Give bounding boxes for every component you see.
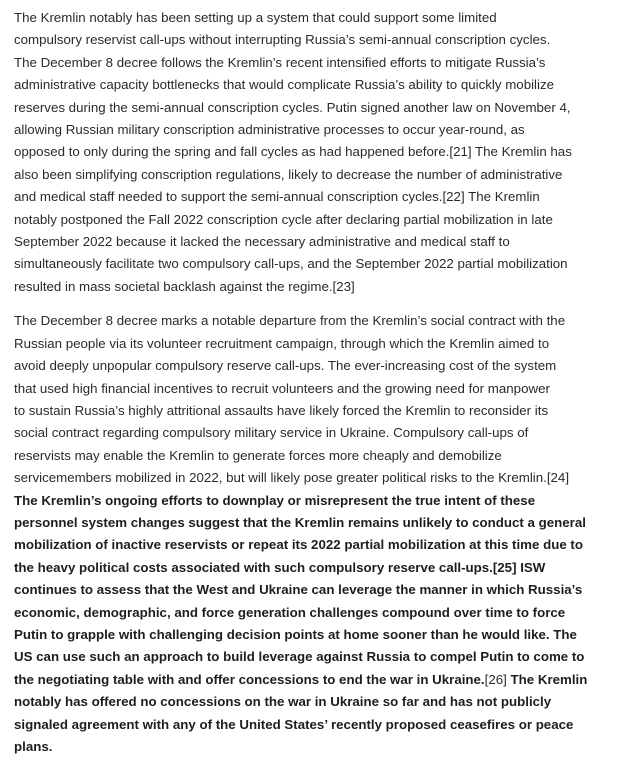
text-line: also been simplifying conscription regulations, likely to decrease the number of administrative	[14, 166, 563, 182]
paragraph-reservist-system	[14, 7, 634, 298]
text-line: simultaneously facilitate two compulsory call-ups, and the September 2022 partial mobilization	[14, 256, 568, 272]
text-line: servicemembers mobilized in 2022, but will likely pose greater political risks to the Kremlin.[24]	[14, 470, 570, 486]
bold-text-line: Putin to grapple with challenging decision points at home sooner than he would like. The	[14, 626, 577, 642]
bold-text-line: notably has offered no concessions on the war in Ukraine so far and has not publicly	[14, 694, 552, 710]
text-line: to sustain Russia’s highly attritional assaults have likely forced the Kremlin to reconsider its	[14, 402, 549, 418]
text-line: and medical staff needed to support the semi-annual conscription cycles.[22] The Kremlin	[14, 189, 540, 205]
text-line: The December 8 decree marks a notable departure from the Kremlin’s social contract with the	[14, 313, 566, 329]
text-line: The Kremlin notably has been setting up a system that could support some limited	[14, 10, 497, 25]
bold-text-line: The Kremlin’s ongoing efforts to downplay or misrepresent the true intent of these	[14, 492, 536, 508]
paragraph-social-contract	[14, 310, 634, 758]
bold-text-line: signaled agreement with any of the United States’ recently proposed ceasefires or peace	[14, 716, 574, 732]
text-line: allowing Russian military conscription administrative processes to occur year-round, as	[14, 122, 525, 138]
bold-text-line: continues to assess that the West and Ukraine can leverage the manner in which Russia’s	[14, 582, 583, 598]
text-line: notably postponed the Fall 2022 conscription cycle after declaring partial mobilization in late	[14, 211, 553, 227]
bold-text-line: US can use such an approach to build leverage against Russia to compel Putin to come to	[14, 649, 585, 665]
text-line: avoid deeply unpopular compulsory reserve call-ups. The ever-increasing cost of the system	[14, 358, 557, 374]
text-line: social contract regarding compulsory military service in Ukraine. Compulsory call-ups of	[14, 425, 529, 441]
bold-text-line: mobilization of inactive reservists or repeat its 2022 partial mobilization at this time due to	[14, 537, 583, 553]
mixed-text-line	[14, 669, 634, 691]
footnote-reference: [26]	[484, 671, 507, 687]
text-line: compulsory reservist call-ups without interrupting Russia’s semi-annual conscription cycles.	[14, 32, 551, 48]
text-line: September 2022 because it lacked the necessary administrative and medical staff to	[14, 234, 510, 250]
text-line: Russian people via its volunteer recruitment campaign, through which the Kremlin aimed to	[14, 335, 550, 351]
text-line: resulted in mass societal backlash against the regime.[23]	[14, 278, 355, 294]
bold-text-segment: The Kremlin	[506, 671, 588, 687]
text-line: reserves during the semi-annual conscription cycles. Putin signed another law on November 4,	[14, 99, 571, 115]
text-line: that used high financial incentives to recruit volunteers and the growing need for manpower	[14, 380, 550, 396]
bold-text-segment: the negotiating table with and offer concessions to end the war in Ukraine.	[14, 671, 485, 687]
bold-text-line: plans.	[14, 739, 53, 754]
text-line: administrative capacity bottlenecks that would complicate Russia’s ability to quickly mobilize	[14, 77, 554, 93]
bold-text-line: personnel system changes suggest that the Kremlin remains unlikely to conduct a general	[14, 514, 586, 530]
text-line: opposed to only during the spring and fall cycles as had happened before.[21] The Kremlin has	[14, 144, 572, 160]
bold-text-line: the heavy political costs associated with such compulsory reserve call-ups.[25] ISW	[14, 559, 546, 575]
text-line: The December 8 decree follows the Kremlin’s recent intensified efforts to mitigate Russia’s	[14, 54, 546, 70]
bold-text-line: economic, demographic, and force generation challenges compound over time to force	[14, 604, 566, 620]
text-line: reservists may enable the Kremlin to generate forces more cheaply and demobilize	[14, 447, 502, 463]
